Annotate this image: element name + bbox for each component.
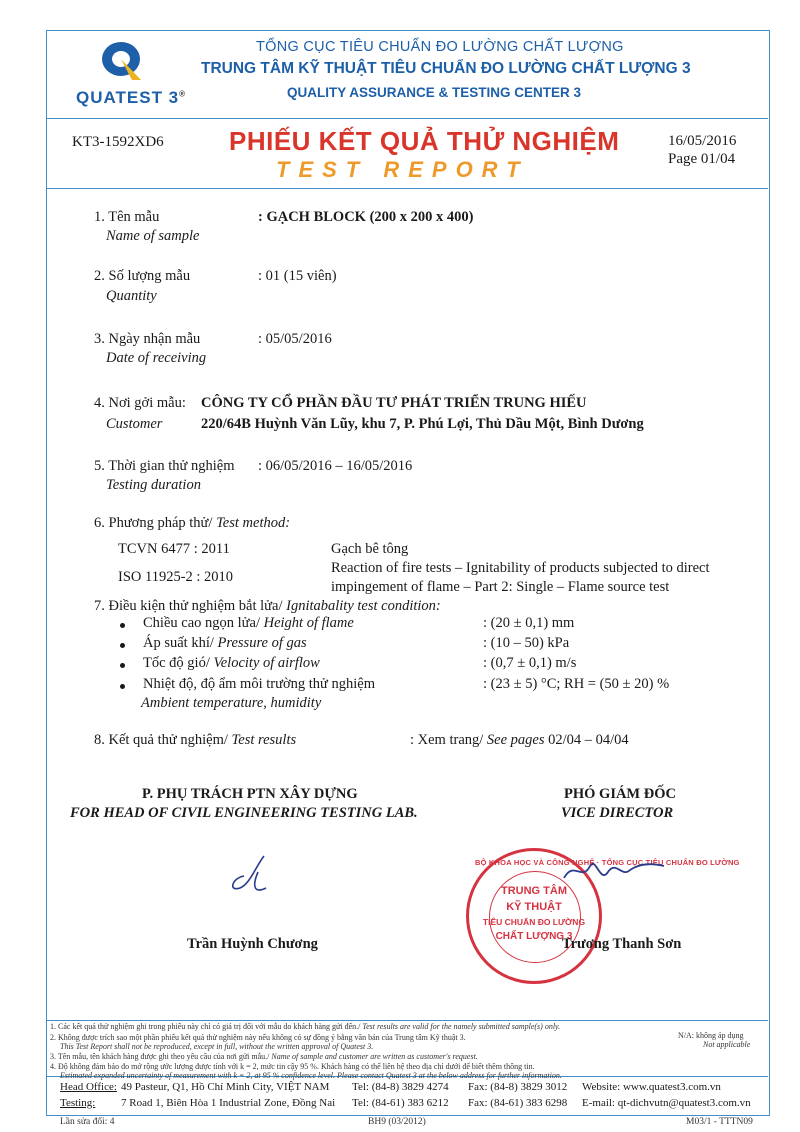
website-link[interactable]: Website: www.quatest3.com.vn <box>582 1081 721 1093</box>
bullet-icon <box>120 684 125 689</box>
test-results-value: : Xem trang/ See pages 02/04 – 04/04 <box>410 732 629 748</box>
logo-text: QUATEST 3® <box>76 88 187 107</box>
na-note-en: Not applicable <box>703 1040 751 1049</box>
page-subtitle: TEST REPORT <box>276 157 529 182</box>
testing-fax: Fax: (84-61) 383 6298 <box>468 1097 568 1109</box>
head-office-address: 49 Pasteur, Q1, Hồ Chí Minh City, VIỆT NAM <box>121 1081 330 1093</box>
receiving-date-value: : 05/05/2016 <box>258 331 332 347</box>
na-note: N/A: không áp dụng <box>678 1031 744 1040</box>
head-office-fax: Fax: (84-8) 3829 3012 <box>468 1081 568 1093</box>
note-1: 1. Các kết quả thử nghiệm ghi trong phiếu này chỉ có giá trị đối với mẫu do khách hàng gửi đến./ Test results are valid for the namely submitted sample(s) only. <box>50 1022 561 1031</box>
flame-height-label: Chiều cao ngọn lửa/ Height of flame <box>143 615 354 631</box>
note-4: 4. Độ không đảm bảo đo mở rộng ước lượng được tính với k = 2, mức tin cậy 95 %. Khách hàng có thể liên hệ theo địa chỉ dưới để biết thêm thông tin. <box>50 1062 535 1071</box>
bullet-icon <box>120 623 125 628</box>
report-code: KT3-1592XD6 <box>72 134 164 150</box>
test-results-label: 8. Kết quả thử nghiệm/ Test results <box>94 732 297 748</box>
right-signatory-title-vn: PHÓ GIÁM ĐỐC <box>564 786 676 802</box>
airflow-label: Tốc độ gió/ Velocity of airflow <box>143 655 320 671</box>
testing-duration-label: 5. Thời gian thử nghiệm <box>94 458 235 474</box>
footer-divider <box>46 1020 768 1021</box>
email-link[interactable]: E-mail: qt-dichvutn@quatest3.com.vn <box>582 1097 751 1109</box>
note-3: 3. Tên mẫu, tên khách hàng được ghi theo yêu cầu của nơi gửi mẫu./ Name of sample and customer are written as customer's request. <box>50 1052 478 1061</box>
report-date: 16/05/2016 <box>668 133 737 149</box>
document-code: M03/1 - TTTN09 <box>686 1117 753 1127</box>
revision: Lần sửa đổi: 4 <box>60 1117 115 1127</box>
bullet-icon <box>120 643 125 648</box>
page-title: PHIẾU KẾT QUẢ THỬ NGHIỆM <box>229 126 620 156</box>
testing-label: Testing: <box>60 1097 96 1109</box>
right-signature-icon <box>560 852 670 892</box>
sample-name-value: : GẠCH BLOCK (200 x 200 x 400) <box>258 209 474 225</box>
customer-address: 220/64B Huỳnh Văn Lũy, khu 7, P. Phú Lợi, Thủ Dầu Một, Bình Dương <box>201 416 644 432</box>
agency-name: TỔNG CỤC TIÊU CHUẨN ĐO LƯỜNG CHẤT LƯỢNG <box>256 39 624 55</box>
left-signatory-name: Trần Huỳnh Chương <box>187 936 318 952</box>
flame-height-value: : (20 ± 0,1) mm <box>483 615 575 631</box>
customer-label-en: Customer <box>106 416 163 432</box>
customer-name: CÔNG TY CỔ PHẦN ĐẦU TƯ PHÁT TRIỂN TRUNG HIẾU <box>201 395 587 411</box>
center-name-vn: TRUNG TÂM KỸ THUẬT TIÊU CHUẨN ĐO LƯỜNG CHẤT LƯỢNG 3 <box>201 60 691 77</box>
gas-pressure-value: : (10 – 50) kPa <box>483 635 570 651</box>
bullet-icon <box>120 663 125 668</box>
method-2-desc-line2: impingement of flame – Part 2: Single – Flame source test <box>331 579 670 595</box>
quantity-label: 2. Số lượng mẫu <box>94 268 191 284</box>
testing-duration-label-en: Testing duration <box>106 477 201 493</box>
header-divider <box>46 118 768 119</box>
note-4-en: Estimated expanded uncertainty of measurement with k = 2, at 95 % confidence level. Please contact Quatest 3 at the below address for further information. <box>60 1071 562 1080</box>
receiving-date-label-en: Date of receiving <box>106 350 207 366</box>
customer-label: 4. Nơi gởi mẫu: <box>94 395 186 411</box>
note-2-en: This Test Report shall not be reproduced, except in full, without the written approval of Quatest 3. <box>60 1042 374 1051</box>
head-office-tel: Tel: (84-8) 3829 4274 <box>352 1081 449 1093</box>
gas-pressure-label: Áp suất khí/ Pressure of gas <box>143 635 307 651</box>
ignitability-label: 7. Điều kiện thử nghiệm bắt lửa/ Ignitabality test condition: <box>94 598 441 614</box>
testing-tel: Tel: (84-61) 383 6212 <box>352 1097 449 1109</box>
right-signatory-title-en: VICE DIRECTOR <box>561 805 674 821</box>
left-signatory-title-vn: P. PHỤ TRÁCH PTN XÂY DỰNG <box>142 786 358 802</box>
sample-name-label: 1. Tên mẫu <box>94 209 160 225</box>
sample-name-label-en: Name of sample <box>106 228 200 244</box>
method-2-desc-line1: Reaction of fire tests – Ignitability of products subjected to direct <box>331 560 710 576</box>
method-1-code: TCVN 6477 : 2011 <box>118 541 230 557</box>
ambient-value: : (23 ± 5) °C; RH = (50 ± 20) % <box>483 676 670 692</box>
ambient-label: Nhiệt độ, độ ẩm môi trường thử nghiệm <box>143 676 375 692</box>
ambient-label-en: Ambient temperature, humidity <box>141 695 322 711</box>
testing-address: 7 Road 1, Biên Hòa 1 Industrial Zone, Đồng Nai <box>121 1097 336 1109</box>
method-1-desc: Gạch bê tông <box>331 541 409 557</box>
quatest-logo-icon <box>96 40 146 82</box>
method-2-code: ISO 11925-2 : 2010 <box>118 569 234 585</box>
form-code: BH9 (03/2012) <box>368 1117 426 1127</box>
page-number: Page 01/04 <box>668 151 736 167</box>
quantity-value: : 01 (15 viên) <box>258 268 337 284</box>
airflow-value: : (0,7 ± 0,1) m/s <box>483 655 577 671</box>
center-name-en: QUALITY ASSURANCE & TESTING CENTER 3 <box>287 85 582 100</box>
testing-duration-value: : 06/05/2016 – 16/05/2016 <box>258 458 413 474</box>
official-stamp: BỘ KHOA HỌC VÀ CÔNG NGHỆ · TỔNG CỤC TIÊU CHUẨN ĐO LƯỜNG TRUNG TÂM KỸ THUẬT TIÊU CHUẨN ĐO LƯỜNG CHẤT LƯỢNG 3 <box>466 848 602 984</box>
receiving-date-label: 3. Ngày nhận mẫu <box>94 331 201 347</box>
quantity-label-en: Quantity <box>106 288 157 304</box>
test-method-label: 6. Phương pháp thử/ Test method: <box>94 515 291 531</box>
head-office-label: Head Office: <box>60 1081 117 1093</box>
left-signature-icon <box>222 852 282 898</box>
left-signatory-title-en: FOR HEAD OF CIVIL ENGINEERING TESTING LAB. <box>70 805 418 821</box>
note-2: 2. Không được trích sao một phần phiếu kết quả thử nghiệm này nếu không có sự đồng ý bằng văn bản của Trung tâm Kỹ thuật 3. <box>50 1033 466 1042</box>
right-signatory-name: Trương Thanh Sơn <box>562 936 682 952</box>
title-divider <box>46 188 768 189</box>
